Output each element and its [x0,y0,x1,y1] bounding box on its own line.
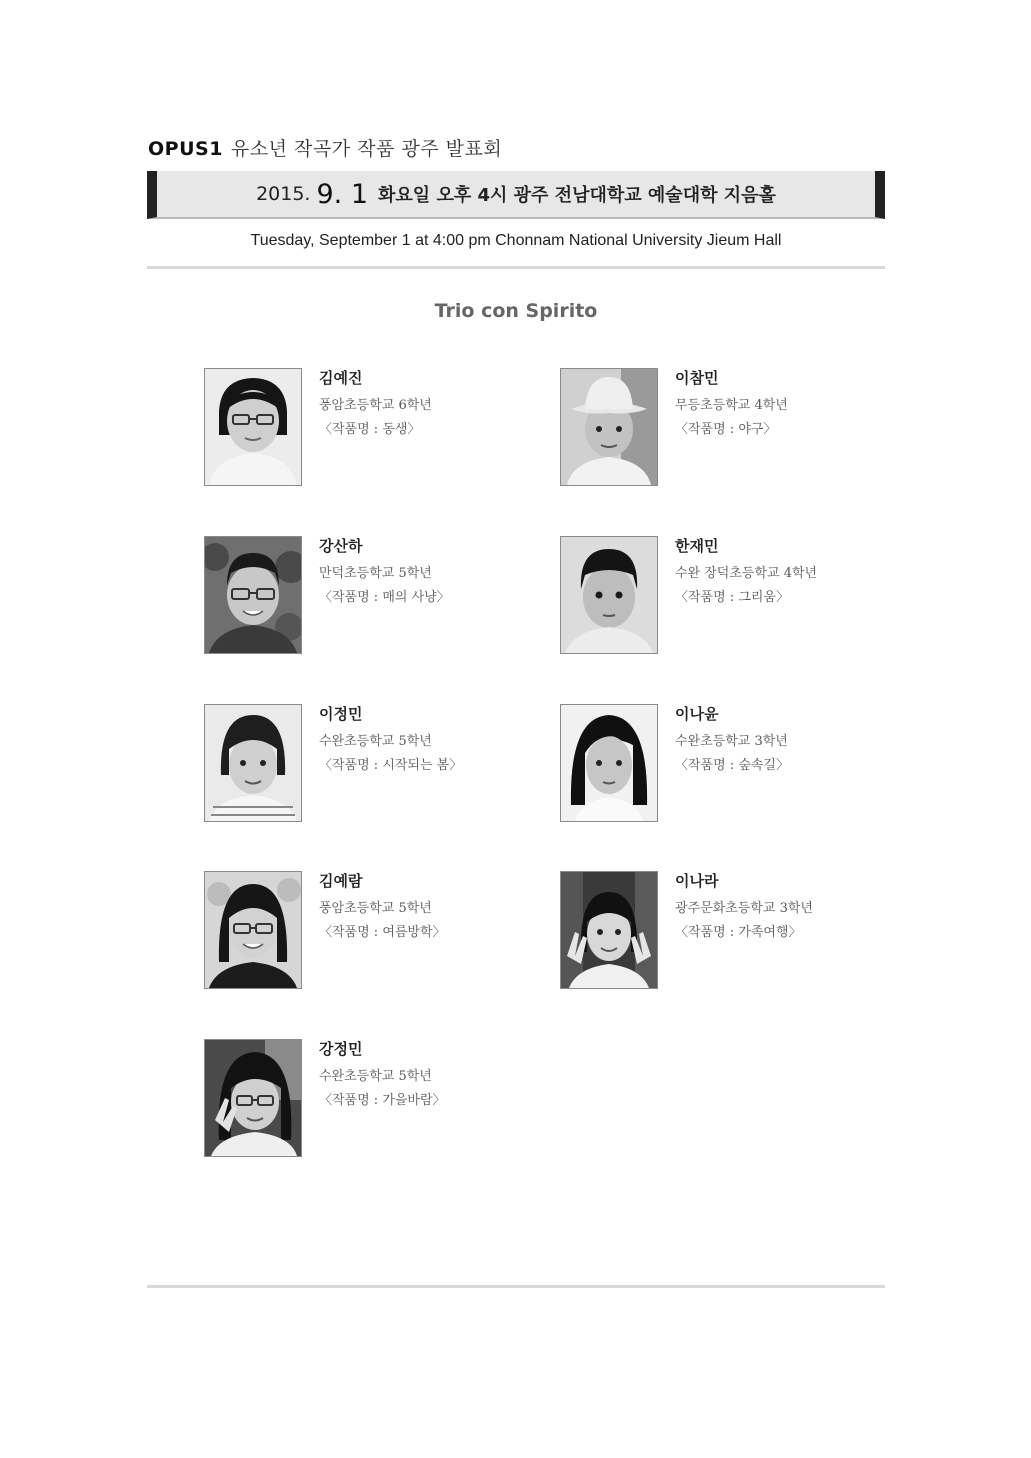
composer-card [204,704,524,822]
composer-name: 김예진 [319,369,363,387]
event-details-ko: 화요일 오후 4시 광주 전남대학교 예술대학 지음홀 [378,185,776,206]
composer-school: 풍암초등학교 5학년 [319,901,432,916]
composer-work: 〈작품명 : 야구〉 [675,422,777,437]
composer-school: 무등초등학교 4학년 [675,398,788,413]
composer-photo [204,871,302,989]
composer-name: 이정민 [319,705,363,723]
composer-school: 수완초등학교 5학년 [319,1069,432,1084]
bottom-divider [147,1285,885,1288]
event-date-banner [147,171,885,219]
header-title: 유소년 작곡가 작품 광주 발표회 [230,138,503,160]
composer-work: 〈작품명 : 가을바람〉 [319,1093,446,1108]
composer-photo [560,536,658,654]
composer-photo [204,1039,302,1157]
composer-photo [204,536,302,654]
composer-card [204,1039,524,1157]
composer-name: 김예람 [319,872,363,890]
composer-work: 〈작품명 : 매의 사냥〉 [319,590,450,605]
composer-photo [560,871,658,989]
composer-name: 이나윤 [675,705,719,723]
ensemble-title: Trio con Spirito [434,300,598,322]
composer-card [560,871,880,989]
page-header [148,134,502,161]
event-details-en: Tuesday, September 1 at 4:00 pm Chonnam National University Jieum Hall [250,232,782,249]
composer-name: 한재민 [675,537,719,555]
composer-card [204,871,524,989]
composer-card [560,536,880,654]
composer-work: 〈작품명 : 숲속길〉 [675,758,789,773]
composer-photo [204,704,302,822]
composer-school: 풍암초등학교 6학년 [319,398,432,413]
composer-work: 〈작품명 : 가족여행〉 [675,925,802,940]
composer-work: 〈작품명 : 시작되는 봄〉 [319,758,463,773]
top-divider [147,266,885,269]
event-month-day: 9. 1 [316,178,369,210]
brand-label: OPUS1 [148,138,223,160]
composer-card [560,704,880,822]
event-year: 2015. [256,183,311,205]
composer-card [204,536,524,654]
composer-photo [560,368,658,486]
composer-card [204,368,524,486]
composer-work: 〈작품명 : 여름방학〉 [319,925,446,940]
composer-work: 〈작품명 : 동생〉 [319,422,421,437]
composer-school: 수완초등학교 5학년 [319,734,432,749]
composer-name: 이나라 [675,872,719,890]
composer-name: 강정민 [319,1040,363,1058]
composer-school: 광주문화초등학교 3학년 [675,901,813,916]
composer-photo [560,704,658,822]
composer-school: 수완초등학교 3학년 [675,734,788,749]
composer-name: 강산하 [319,537,363,555]
composer-name: 이참민 [675,369,719,387]
composer-school: 만덕초등학교 5학년 [319,566,432,581]
composer-school: 수완 장덕초등학교 4학년 [675,566,818,581]
composer-work: 〈작품명 : 그리움〉 [675,590,789,605]
composer-card [560,368,880,486]
composer-photo [204,368,302,486]
